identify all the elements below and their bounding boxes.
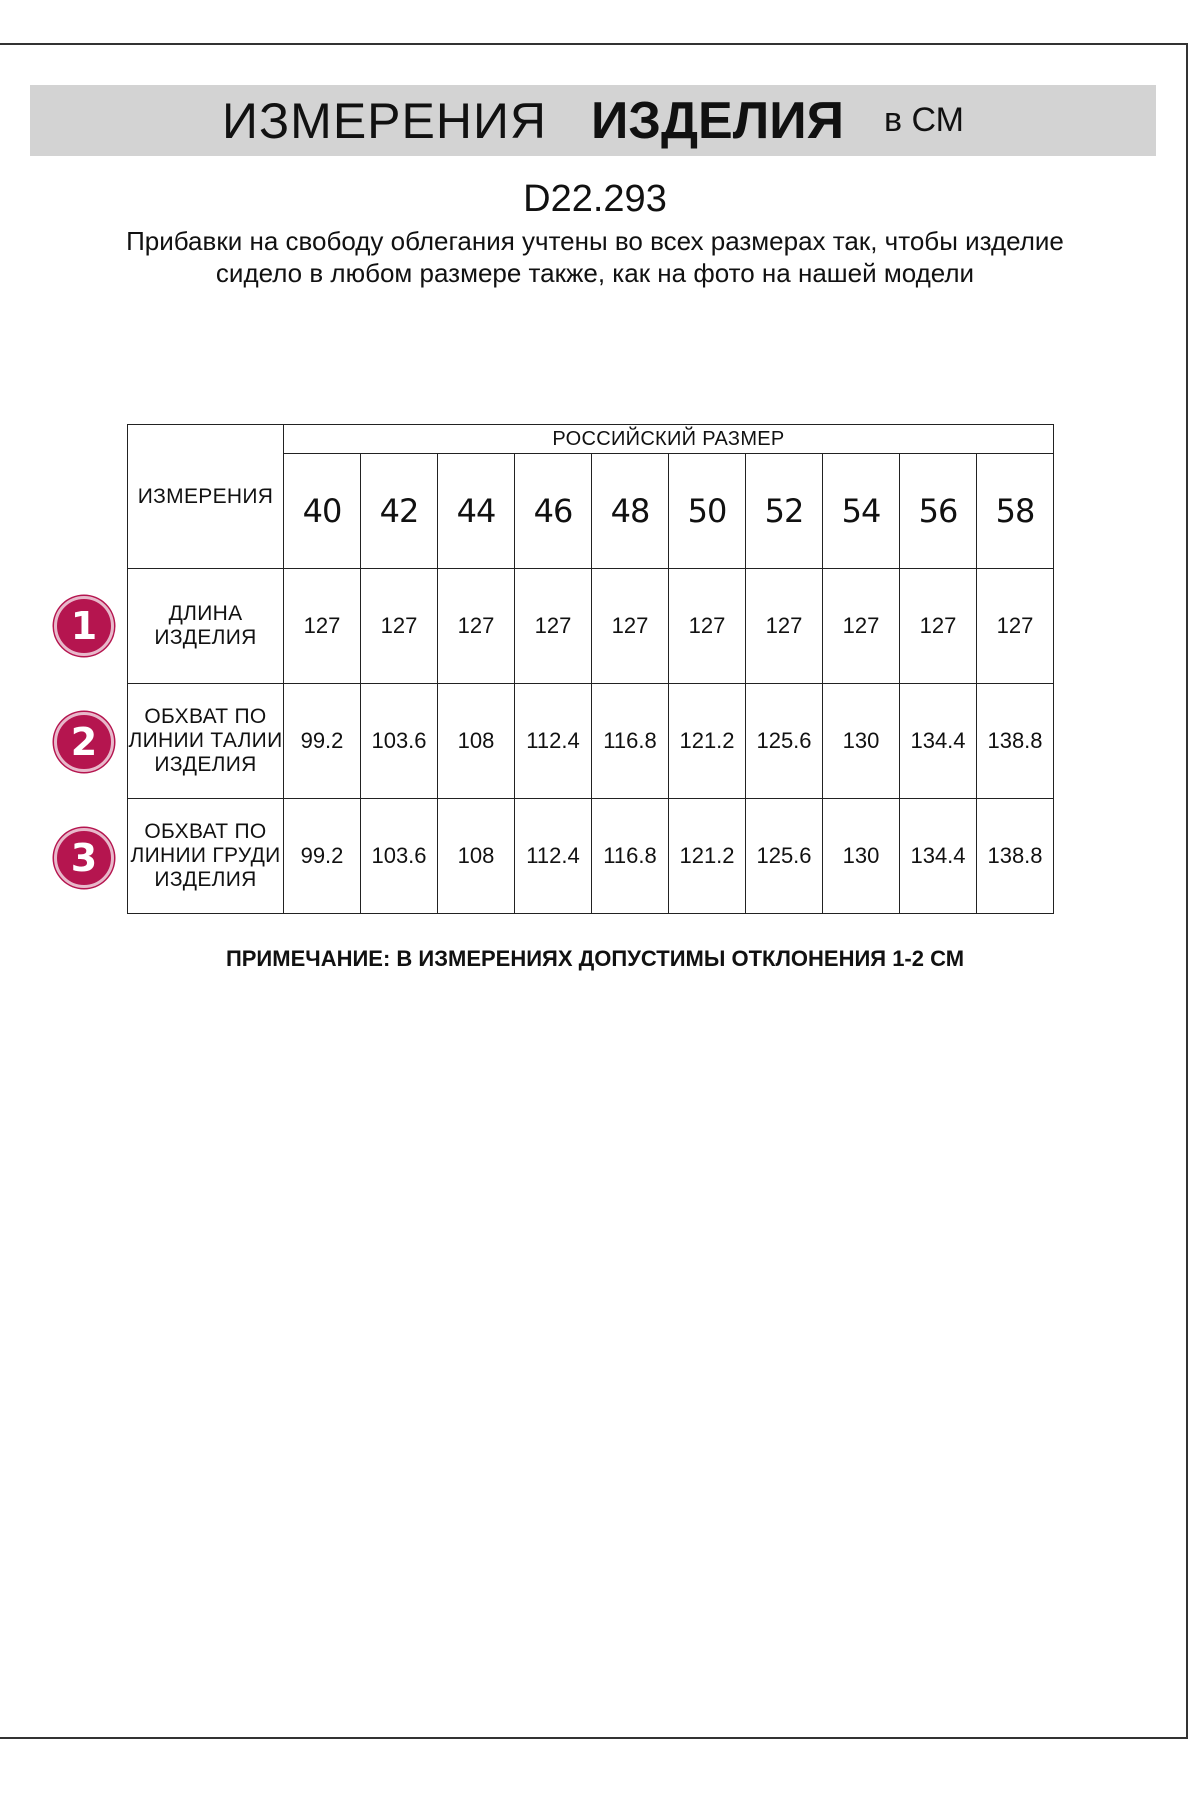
measurement-cell: 127 xyxy=(977,569,1054,684)
measure-column-header: ИЗМЕРЕНИЯ xyxy=(128,425,284,569)
size-header-42: 42 xyxy=(361,454,438,569)
measurement-cell: 130 xyxy=(823,799,900,914)
measurement-cell: 125.6 xyxy=(746,799,823,914)
measurement-cell: 138.8 xyxy=(977,799,1054,914)
size-table xyxy=(127,424,1054,914)
measurement-cell: 103.6 xyxy=(361,684,438,799)
table-row xyxy=(128,799,1054,914)
measurement-cell: 99.2 xyxy=(284,684,361,799)
fit-allowance-note: Прибавки на свободу облегания учтены во всех размерах так, чтобы изделие сидело в любом размере также, как на фото на нашей модели xyxy=(126,226,1064,288)
title-band xyxy=(30,85,1156,156)
measurement-cell: 127 xyxy=(823,569,900,684)
measurement-cell: 127 xyxy=(592,569,669,684)
row-number-badge: 2 xyxy=(54,712,114,772)
measurement-cell: 127 xyxy=(515,569,592,684)
measurement-cell: 103.6 xyxy=(361,799,438,914)
title-unit: в СМ xyxy=(883,101,964,139)
size-header-46: 46 xyxy=(515,454,592,569)
measurement-cell: 99.2 xyxy=(284,799,361,914)
model-code: D22.293 xyxy=(523,178,667,220)
title-product: ИЗДЕЛИЯ xyxy=(591,91,844,150)
measurement-cell: 134.4 xyxy=(900,799,977,914)
row-label: ДЛИНА ИЗДЕЛИЯ xyxy=(128,569,284,684)
size-header-56: 56 xyxy=(900,454,977,569)
row-number-badge: 1 xyxy=(54,596,114,656)
row-number-badge: 3 xyxy=(54,828,114,888)
size-header-44: 44 xyxy=(438,454,515,569)
size-header-50: 50 xyxy=(669,454,746,569)
measurement-cell: 138.8 xyxy=(977,684,1054,799)
table-row xyxy=(128,569,1054,684)
measurement-cell: 127 xyxy=(284,569,361,684)
measurement-cell: 127 xyxy=(746,569,823,684)
measurement-cell: 116.8 xyxy=(592,799,669,914)
russian-size-header: РОССИЙСКИЙ РАЗМЕР xyxy=(284,425,1054,454)
size-header-58: 58 xyxy=(977,454,1054,569)
measurement-cell: 127 xyxy=(900,569,977,684)
measurement-cell: 127 xyxy=(669,569,746,684)
size-header-40: 40 xyxy=(284,454,361,569)
measurement-cell: 108 xyxy=(438,684,515,799)
row-label: ОБХВАТ ПО ЛИНИИ ГРУДИ ИЗДЕЛИЯ xyxy=(128,799,284,914)
measurement-cell: 121.2 xyxy=(669,684,746,799)
size-table-body xyxy=(128,569,1054,914)
measurement-cell: 121.2 xyxy=(669,799,746,914)
measurement-cell: 116.8 xyxy=(592,684,669,799)
measurement-cell: 112.4 xyxy=(515,684,592,799)
measurement-cell: 130 xyxy=(823,684,900,799)
measurement-cell: 108 xyxy=(438,799,515,914)
title-measurements: ИЗМЕРЕНИЯ xyxy=(222,92,548,149)
size-header-54: 54 xyxy=(823,454,900,569)
size-table-header-row xyxy=(128,425,1054,454)
size-header-48: 48 xyxy=(592,454,669,569)
measurement-cell: 127 xyxy=(438,569,515,684)
tolerance-note: ПРИМЕЧАНИЕ: В ИЗМЕРЕНИЯХ ДОПУСТИМЫ ОТКЛОНЕНИЯ 1-2 СМ xyxy=(225,946,965,971)
measurement-cell: 134.4 xyxy=(900,684,977,799)
table-row xyxy=(128,684,1054,799)
measurement-cell: 125.6 xyxy=(746,684,823,799)
size-header-52: 52 xyxy=(746,454,823,569)
measurement-cell: 112.4 xyxy=(515,799,592,914)
row-label: ОБХВАТ ПО ЛИНИИ ТАЛИИ ИЗДЕЛИЯ xyxy=(128,684,284,799)
measurement-cell: 127 xyxy=(361,569,438,684)
